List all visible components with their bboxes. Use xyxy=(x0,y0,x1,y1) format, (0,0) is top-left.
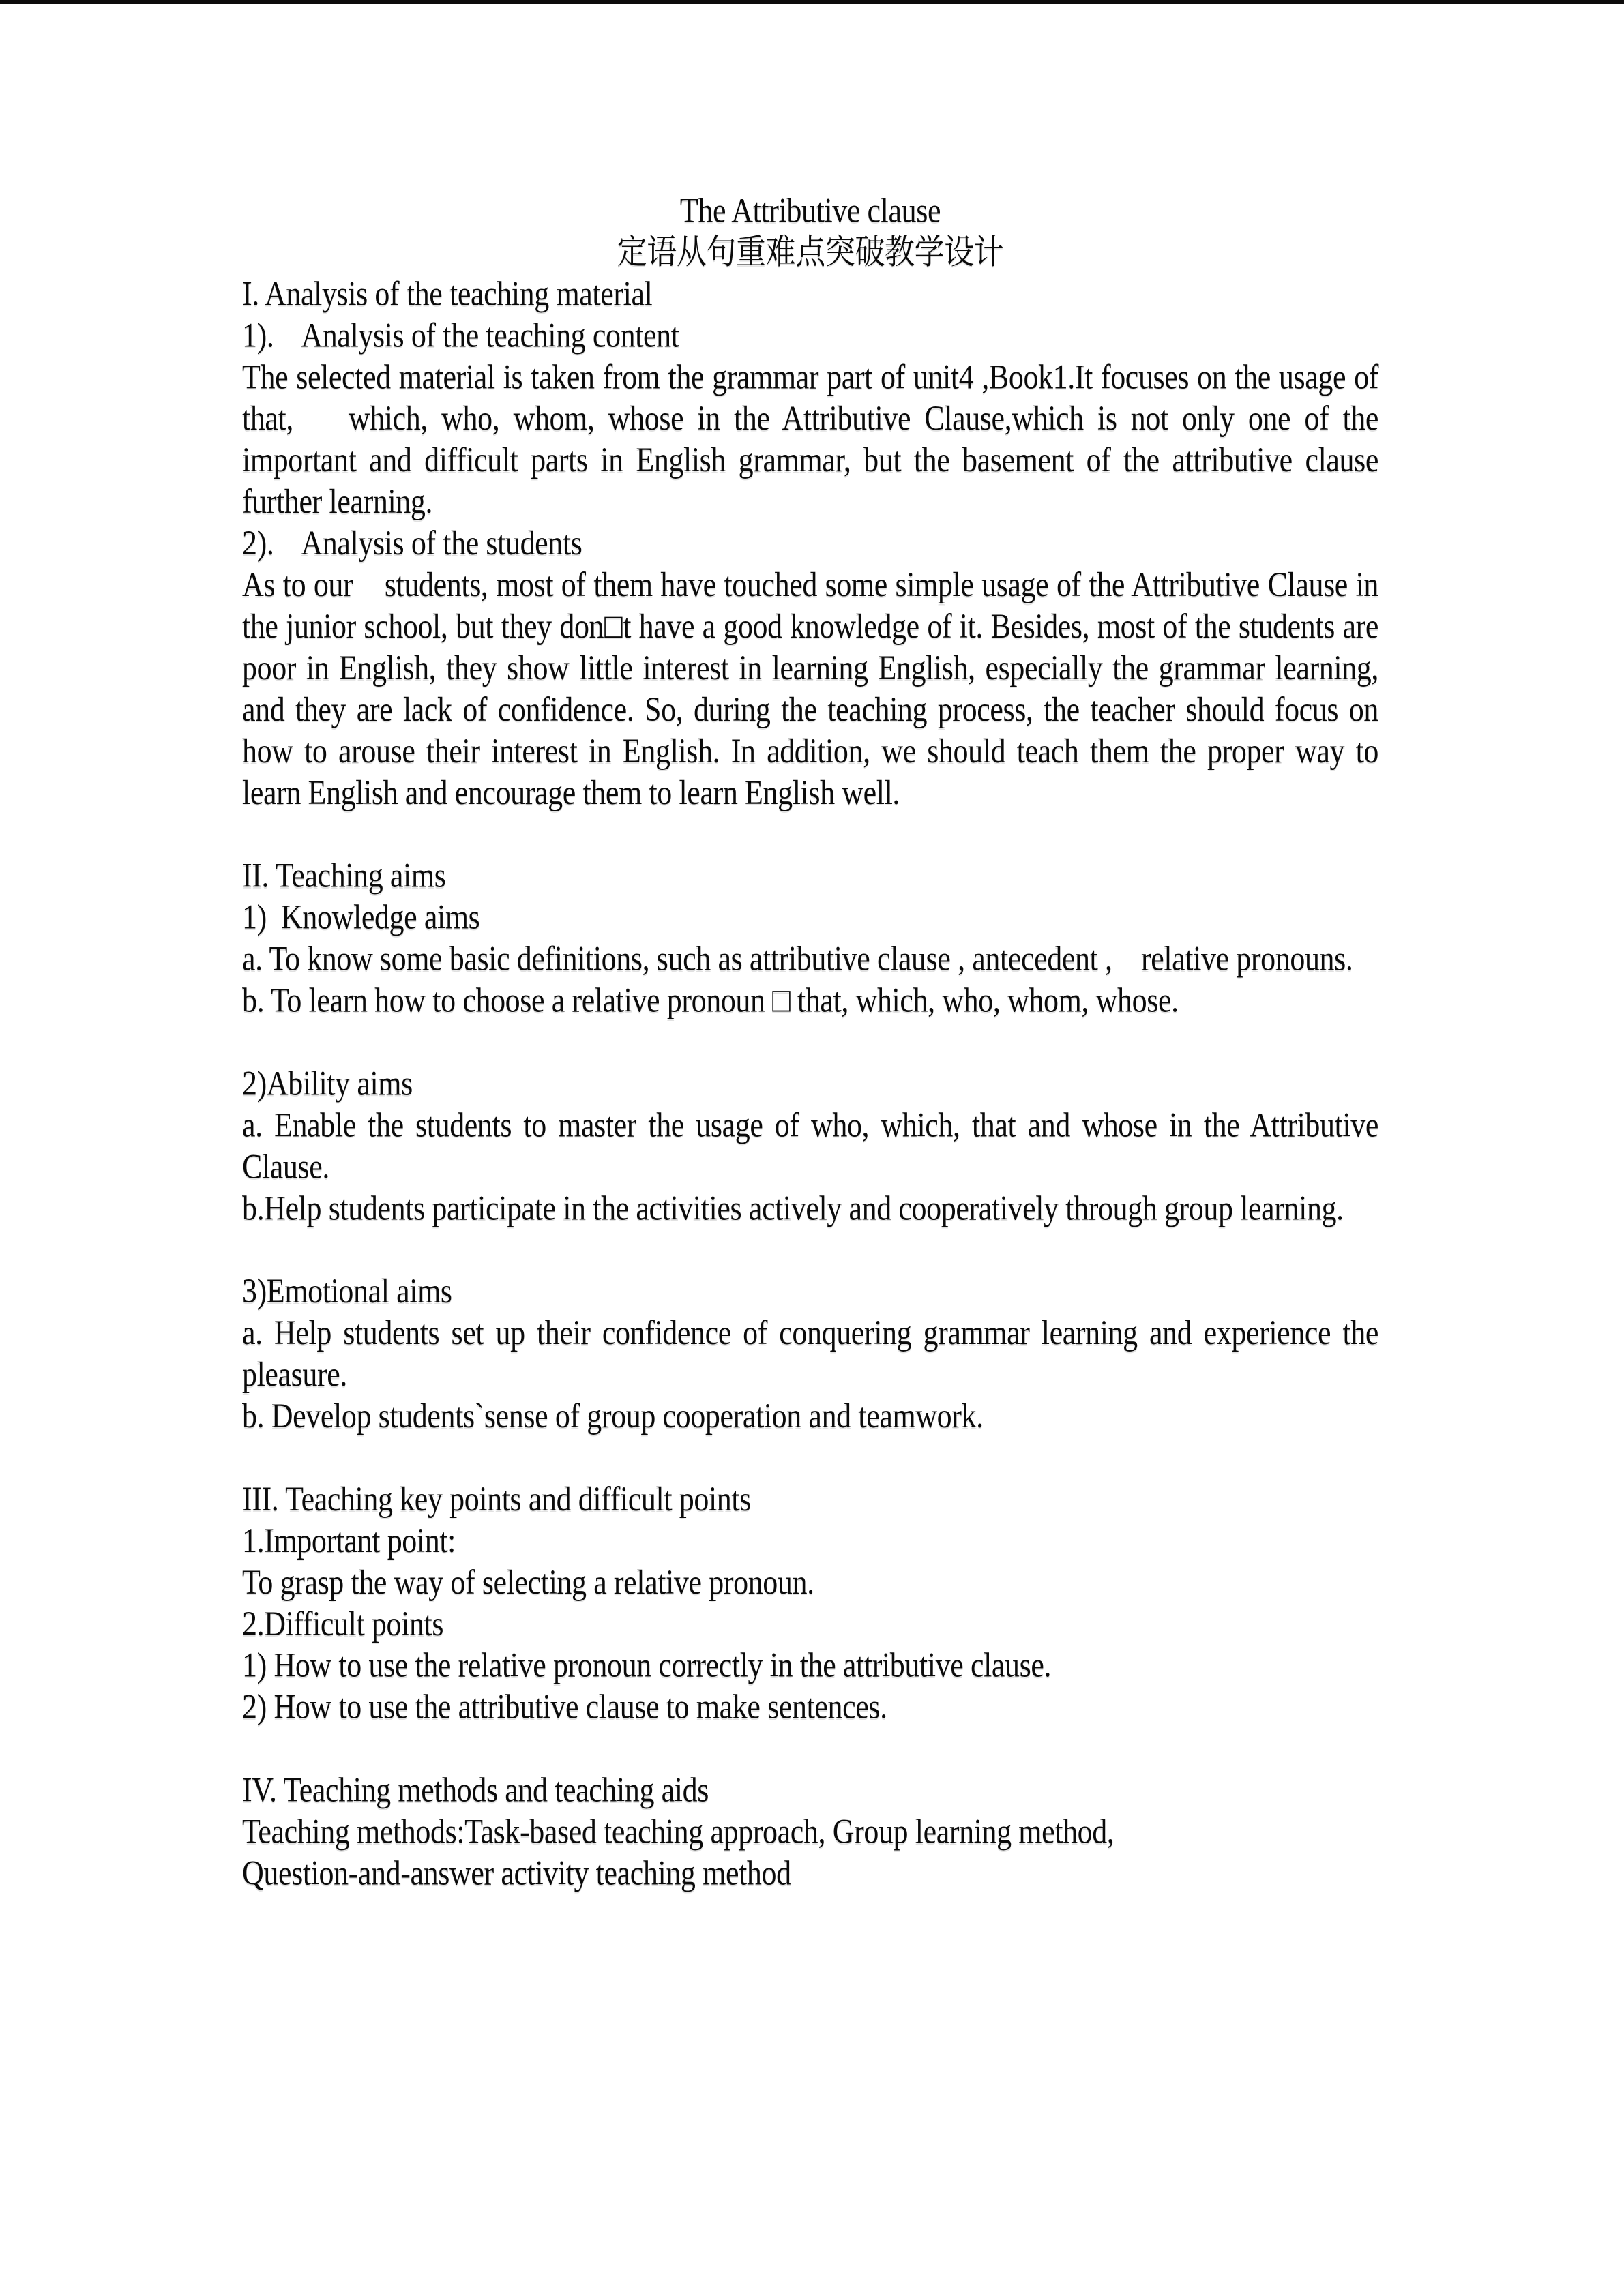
ability-aim-a: a. Enable the students to master the usage of who, which, that and whose in the Attributive Clause. xyxy=(242,1105,1386,1186)
section3-heading: III. Teaching key points and difficult points xyxy=(242,1480,751,1519)
difficult-points-label: 2.Difficult points xyxy=(242,1604,444,1643)
difficult-point-2: 2) How to use the attributive clause to make sentences. xyxy=(242,1687,887,1727)
teaching-methods-line2: Question-and-answer activity teaching method xyxy=(242,1853,791,1892)
title-english: The Attributive clause xyxy=(679,191,941,230)
blank-line xyxy=(242,1727,1378,1769)
difficult-point-1: 1) How to use the relative pronoun correctly in the attributive clause. xyxy=(242,1645,1052,1685)
emotional-aim-b: b. Develop students`sense of group cooperation and teamwork. xyxy=(242,1397,984,1435)
blank-line xyxy=(242,1021,1378,1062)
knowledge-aim-b: b. To learn how to choose a relative pronoun □ that, which, who, whom, whose. xyxy=(242,981,1179,1019)
ability-aim-b: b.Help students participate in the activities actively and cooperatively through group learning. xyxy=(242,1189,1344,1227)
blank-line xyxy=(242,1437,1378,1478)
title-chinese: 定语从句重难点突破教学设计 xyxy=(617,233,1004,271)
important-point-text: To grasp the way of selecting a relative pronoun. xyxy=(242,1562,814,1602)
section1-sub2-heading: 2). Analysis of the students xyxy=(242,524,582,563)
important-point-label: 1.Important point: xyxy=(242,1521,456,1560)
emotional-aim-a: a. Help students set up their confidence of conquering grammar learning and experience the pleasure. xyxy=(242,1313,1386,1394)
section1-heading: I. Analysis of the teaching material xyxy=(242,274,653,313)
blank-line xyxy=(242,1229,1378,1270)
section2-heading: II. Teaching aims xyxy=(242,856,446,895)
knowledge-aims-heading: 1) Knowledge aims xyxy=(242,897,480,937)
section1-sub1-heading: 1). Analysis of the teaching content xyxy=(242,316,679,355)
knowledge-aim-a: a. To know some basic definitions, such as attributive clause , antecedent , relative pronouns. xyxy=(242,939,1353,979)
section4-heading: IV. Teaching methods and teaching aids xyxy=(242,1770,709,1810)
section1-sub2-paragraph: As to our students, most of them have touched some simple usage of the Attributive Clause in the junior school, but they don□t have a good knowledge of it. Besides, most of the students are poor in English, they show little interest in learning English, especially the grammar learning, and they are lack of confidence. So, during the teaching process, the teacher should focus on how to arouse their interest in English. In addition, we should teach them the proper way to learn English and encourage them to learn English well. xyxy=(242,565,1386,812)
ability-aims-heading: 2)Ability aims xyxy=(242,1064,413,1103)
blank-line xyxy=(242,814,1378,855)
section1-sub1-paragraph: The selected material is taken from the grammar part of unit4 ,Book1.It focuses on the usage of that, which, who, whom, whose in the Attributive Clause,which is not only one of the important and difficult parts in English grammar, but the basement of the attributive clause further learning. xyxy=(242,357,1386,521)
document-page xyxy=(242,0,1386,1894)
emotional-aims-heading: 3)Emotional aims xyxy=(242,1272,452,1311)
teaching-methods-line1: Teaching methods:Task-based teaching approach, Group learning method, xyxy=(242,1812,1114,1851)
